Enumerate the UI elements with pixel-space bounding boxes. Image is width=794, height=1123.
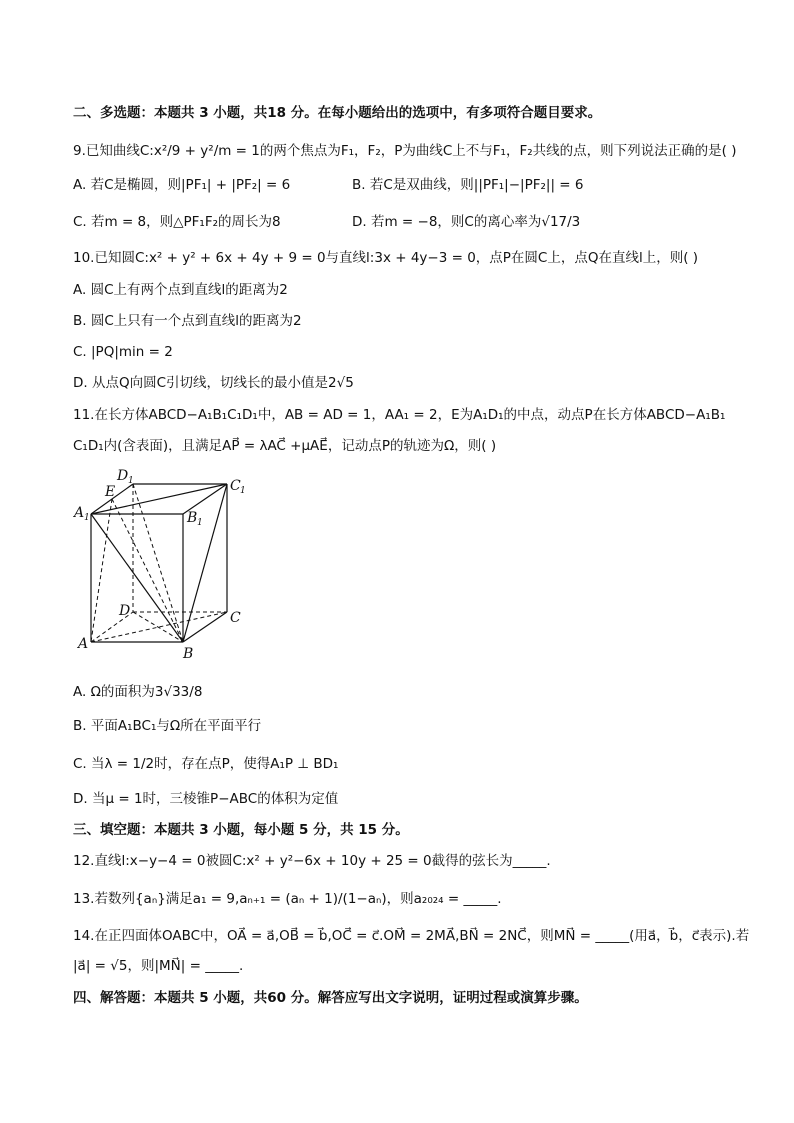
q11-option-c: C. 当λ = 1/2时，存在点P，使得A₁P ⊥ BD₁ <box>73 756 339 772</box>
q11-option-a: A. Ω的面积为3√33/8 <box>73 684 203 700</box>
label-d1-sub: 1 <box>128 476 134 486</box>
q9-stem: 9.已知曲线C:x²/9 + y²/m = 1的两个焦点为F₁，F₂，P为曲线C上不与F₁，F₂共线的点，则下列说法正确的是( ) <box>73 143 737 159</box>
q11-stem-line1: 11.在长方体ABCD−A₁B₁C₁D₁中，AB = AD = 1，AA₁ = 2，E为A₁D₁的中点，动点P在长方体ABCD−A₁B₁ <box>73 407 726 423</box>
q9-option-d: D. 若m = −8，则C的离心率为√17/3 <box>352 214 581 230</box>
cuboid-figure <box>73 462 253 662</box>
q14-line2: |a⃗| = √5，则|MN⃗| = _____. <box>73 958 244 974</box>
q10-option-c: C. |PQ|min = 2 <box>73 344 173 360</box>
q9-option-c: C. 若m = 8，则△PF₁F₂的周长为8 <box>73 214 281 230</box>
q9-option-a: A. 若C是椭圆，则|PF₁| + |PF₂| = 6 <box>73 177 291 193</box>
label-a1-sub: 1 <box>84 513 90 523</box>
label-a: A <box>78 636 89 652</box>
q12-stem: 12.直线l:x−y−4 = 0被圆C:x² + y²−6x + 10y + 25 = 0截得的弦长为_____. <box>73 853 551 869</box>
q11-option-b: B. 平面A₁BC₁与Ω所在平面平行 <box>73 718 262 734</box>
section-multi-title: 二、多选题：本题共 3 小题，共18 分。在每小题给出的选项中，有多项符合题目要求。 <box>73 105 602 121</box>
segment-ac-hidden <box>91 612 227 642</box>
label-d: D <box>119 603 131 619</box>
label-b1-sub: 1 <box>197 518 203 528</box>
section-fill-title: 三、填空题：本题共 3 小题，每小题 5 分，共 15 分。 <box>73 822 409 838</box>
segment-bc1 <box>183 484 227 642</box>
q10-option-d: D. 从点Q向圆C引切线，切线长的最小值是2√5 <box>73 375 354 391</box>
label-e: E <box>105 484 116 500</box>
q10-option-a: A. 圆C上有两个点到直线l的距离为2 <box>73 282 288 298</box>
label-d1: D <box>117 468 129 484</box>
segment-a1b <box>91 514 183 642</box>
section-solve-title: 四、解答题：本题共 5 小题，共60 分。解答应写出文字说明，证明过程或演算步骤。 <box>73 990 588 1006</box>
q14-line1: 14.在正四面体OABC中，OA⃗ = a⃗,OB⃗ = b⃗,OC⃗ = c⃗.OM⃗ = 2MA⃗,BN⃗ = 2NC⃗，则MN⃗ = _____(用a⃗，b⃗，c⃗表示).若 <box>73 928 750 944</box>
q10-stem: 10.已知圆C:x² + y² + 6x + 4y + 9 = 0与直线l:3x + 4y−3 = 0，点P在圆C上，点Q在直线l上，则( ) <box>73 250 699 266</box>
label-a1: A <box>74 505 85 521</box>
segment-d1b-hidden <box>133 484 183 642</box>
label-c1: C <box>230 478 241 494</box>
label-b1: B <box>187 510 198 526</box>
label-b: B <box>183 646 194 662</box>
q9-option-b: B. 若C是双曲线，则||PF₁|−|PF₂|| = 6 <box>352 177 584 193</box>
q10-option-b: B. 圆C上只有一个点到直线l的距离为2 <box>73 313 302 329</box>
label-c1-sub: 1 <box>240 486 246 496</box>
q11-stem-line2: C₁D₁内(含表面)，且满足AP⃗ = λAC⃗ +μAE⃗，记动点P的轨迹为Ω，则( ) <box>73 438 497 454</box>
q11-option-d: D. 当μ = 1时，三棱锥P−ABC的体积为定值 <box>73 791 339 807</box>
label-c: C <box>230 610 241 626</box>
q13-stem: 13.若数列{aₙ}满足a₁ = 9,aₙ₊₁ = (aₙ + 1)/(1−aₙ)，则a₂₀₂₄ = _____. <box>73 891 502 907</box>
segment-ae-hidden <box>91 499 112 642</box>
